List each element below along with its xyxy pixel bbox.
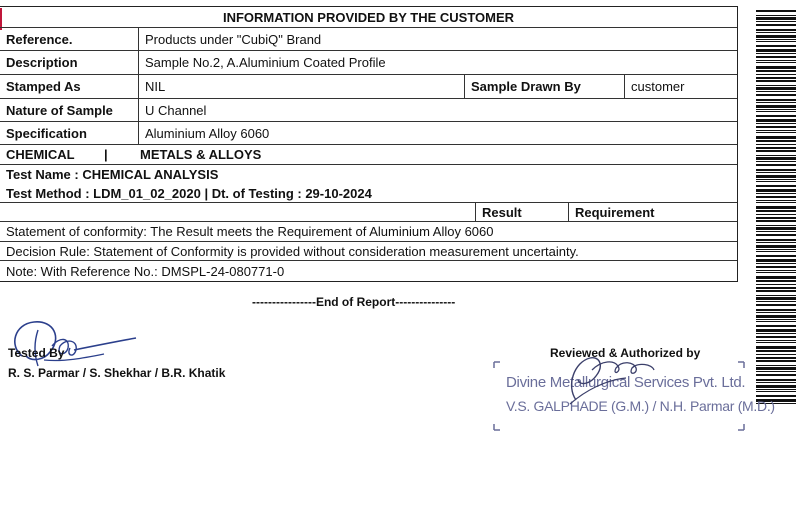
barcode-bar [756,99,796,101]
category-right: METALS & ALLOYS [140,147,262,162]
barcode-bar [756,329,796,332]
barcode-bar [756,87,796,90]
decision-rule: Decision Rule: Statement of Conformity is provided without consideration measurement uncertainty. [6,243,579,259]
note-row [0,261,737,281]
barcode-bar [756,287,796,289]
reviewer-signature [556,350,666,410]
barcode-bar [756,56,796,58]
drawn-value: customer [624,75,737,98]
barcode-bar [756,382,796,383]
barcode-bar [756,91,796,92]
barcode-bar [756,70,796,72]
barcode-bar [756,242,796,243]
decision-row [0,242,737,261]
barcode-bar [756,251,796,252]
barcode-bar [756,367,796,370]
barcode-bar [756,220,796,222]
barcode-bar [756,225,796,226]
barcode-bar [756,346,796,349]
specification-row [0,122,737,145]
barcode-bar [756,157,796,160]
barcode-bar [756,231,796,232]
barcode-bar [756,333,796,334]
barcode-bar [756,140,796,142]
barcode-bar [756,102,796,103]
barcode-bar [756,35,796,38]
barcode-bar [756,119,796,122]
barcode-bar [756,295,796,296]
barcode-bar [756,29,796,31]
barcode-bar [756,360,796,362]
reference-row [0,28,737,51]
spec-value: Aluminium Alloy 6060 [138,122,737,144]
barcode-bar [756,49,796,52]
barcode-bar [756,374,796,376]
barcode [756,10,796,410]
barcode-bar [756,32,796,33]
reference-note: Note: With Reference No.: DMSPL-24-080771-0 [6,263,285,279]
barcode-bar [756,379,796,381]
barcode-bar [756,161,796,162]
barcode-bar [756,185,796,187]
barcode-bar [756,395,796,397]
stamp-company-name: Divine Metallurgical Services Pvt. Ltd. [506,374,746,391]
barcode-bar [756,272,796,273]
barcode-bar [756,309,796,311]
barcode-bar [756,259,796,262]
barcode-bar [756,304,796,306]
stamp-authority-names: V.S. GALPHADE (G.M.) / N.H. Parmar (M.D.) [506,398,775,414]
nature-label: Nature of Sample [6,102,113,118]
barcode-bar [756,17,796,20]
barcode-bar [756,41,796,42]
barcode-bar [756,10,796,12]
barcode-bar [756,24,796,26]
conformity-row [0,222,737,242]
stamped-row [0,75,737,99]
barcode-bar [756,172,796,173]
tester-names: R. S. Parmar / S. Shekhar / B.R. Khatik [8,366,226,380]
barcode-bar [756,77,796,79]
barcode-bar [756,342,796,343]
barcode-bar [756,94,796,96]
barcode-bar [756,276,796,279]
barcode-bar [756,340,796,341]
nature-row [0,99,737,122]
barcode-bar [756,53,796,54]
description-label: Description [6,55,78,70]
barcode-bar [756,111,796,112]
category-row [0,145,737,165]
barcode-bar [756,217,796,219]
barcode-bar [756,389,796,390]
barcode-bar [756,255,796,257]
test-info-row [0,165,737,203]
tested-by-label: Tested By [8,346,65,360]
barcode-bar [756,371,796,372]
barcode-bar [756,290,796,292]
barcode-bar [756,136,796,139]
barcode-bar [756,132,796,133]
barcode-bar [756,245,796,248]
table-title-row [0,7,737,28]
barcode-bar [756,105,796,108]
barcode-bar [756,21,796,22]
barcode-bar [756,263,796,264]
barcode-bar [756,62,796,63]
barcode-bar [756,179,796,180]
category-left: CHEMICAL [6,147,75,162]
barcode-bar [756,60,796,61]
barcode-bar [756,80,796,82]
category-separator: | [104,147,108,162]
barcode-bar [756,319,796,320]
barcode-bar [756,66,796,69]
barcode-bar [756,130,796,131]
barcode-bar [756,336,796,338]
barcode-bar [756,150,796,152]
barcode-bar [756,109,796,110]
requirement-header: Requirement [568,203,737,221]
barcode-bar [756,357,796,359]
barcode-bar [756,85,796,86]
barcode-bar [756,155,796,156]
test-method: Test Method : LDM_01_02_2020 | Dt. of Testing : 29-10-2024 [6,186,372,201]
barcode-bar [756,301,796,302]
barcode-bar [756,196,796,198]
barcode-bar [756,266,796,268]
reference-label: Reference. [6,31,73,47]
barcode-bar [756,164,796,166]
stamped-value: NIL [138,75,464,98]
barcode-bar [756,193,796,194]
barcode-bar [756,312,796,313]
barcode-bar [756,239,796,241]
test-name: Test Name : CHEMICAL ANALYSIS [6,167,219,182]
barcode-bar [756,354,796,355]
barcode-bar [756,175,796,178]
barcode-bar [756,284,796,285]
barcode-bar [756,270,796,271]
barcode-bar [756,202,796,203]
reviewed-by-label: Reviewed & Authorized by [550,346,701,360]
barcode-bar [756,181,796,182]
barcode-bar [756,39,796,40]
barcode-bar [756,200,796,201]
spec-label: Specification [6,125,87,141]
barcode-bar [756,123,796,124]
result-header-row [0,203,737,222]
stamped-label: Stamped As [6,79,81,94]
barcode-bar [756,249,796,250]
result-header: Result [475,203,568,221]
barcode-bar [756,234,796,236]
conformity-statement: Statement of conformity: The Result meets the Requirement of Aluminium Alloy 6060 [6,224,494,239]
drawn-label: Sample Drawn By [464,75,624,98]
barcode-bar [756,206,796,209]
table-title: INFORMATION PROVIDED BY THE CUSTOMER [222,9,515,25]
barcode-bar [756,227,796,230]
barcode-bar [756,280,796,282]
barcode-bar [756,115,796,117]
barcode-bar [756,214,796,215]
barcode-bar [756,126,796,128]
barcode-bar [756,169,796,171]
barcode-bar [756,189,796,192]
description-value: Sample No.2, A.Aluminium Coated Profile [138,51,737,74]
barcode-bar [756,365,796,366]
barcode-bar [756,210,796,212]
barcode-bar [756,74,796,75]
barcode-bar [756,391,796,392]
barcode-bar [756,297,796,300]
barcode-bar [756,147,796,149]
barcode-bar [756,45,796,47]
barcode-bar [756,385,796,388]
barcode-bar [756,144,796,145]
barcode-bar [756,321,796,322]
reference-value: Products under "CubiQ" Brand [138,28,737,50]
barcode-bar [756,350,796,352]
report-table [0,6,738,282]
description-row [0,51,737,75]
barcode-bar [756,325,796,327]
barcode-bar [756,15,796,16]
end-of-report: ----------------End of Report--------------- [252,295,456,309]
barcode-bar [756,315,796,318]
nature-value: U Channel [138,99,737,121]
